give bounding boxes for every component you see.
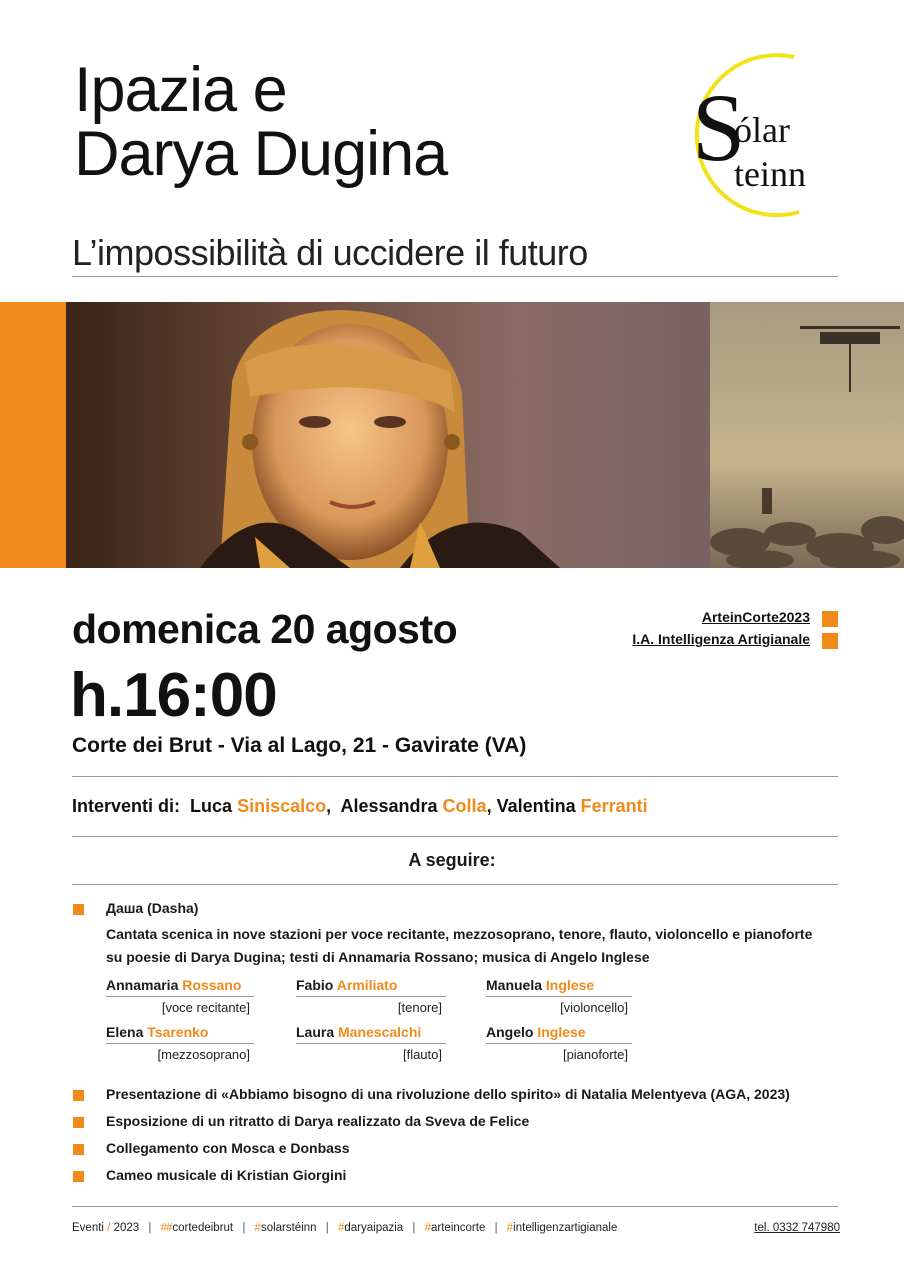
hashtag-link[interactable]: #intelligenzartigianale — [506, 1222, 618, 1234]
logo-line-1: ólar — [734, 110, 790, 150]
cast-first-name: Annamaria — [106, 977, 179, 993]
page-title — [74, 55, 448, 189]
work-title: Даша (Dasha) — [106, 900, 199, 916]
cast-first-name: Angelo — [486, 1024, 534, 1040]
speakers-label: Interventi di: — [72, 796, 181, 816]
tag-square-icon — [822, 633, 838, 649]
hashtag-link[interactable]: #solarstéinn — [254, 1222, 317, 1234]
event-date: domenica 20 agosto — [72, 606, 458, 652]
following-heading: A seguire: — [408, 850, 496, 870]
cast-last-name: Manescalchi — [338, 1024, 422, 1040]
program-item: Esposizione di un ritratto di Darya realizzato da Sveva de Felice — [106, 1113, 530, 1129]
cast-role: [flauto] — [402, 1047, 442, 1062]
footer: Eventi / 2023 | ##cortedeibrut | #solarstéinn | #daryaipazia | #arteincorte | #intelligenzartigianale — [72, 1222, 618, 1234]
cast-member — [106, 1024, 254, 1062]
banner-image — [0, 302, 904, 568]
cast-role: [pianoforte] — [562, 1047, 628, 1062]
bullet-square-icon — [73, 1171, 84, 1182]
cast-last-name: Tsarenko — [147, 1024, 209, 1040]
cast-member — [106, 977, 254, 1015]
divider — [72, 884, 838, 885]
footer-eventi: Eventi — [72, 1222, 104, 1234]
solar-steinn-logo — [664, 52, 904, 222]
cast-first-name: Fabio — [296, 977, 334, 993]
work-description-line: Cantata scenica in nove stazioni per voce recitante, mezzosoprano, tenore, flauto, violoncello e pianoforte — [106, 926, 813, 942]
cast-first-name: Laura — [296, 1024, 335, 1040]
hashtag-link[interactable]: #cortedeibrut — [165, 1222, 234, 1234]
bullet-square-icon — [73, 1117, 84, 1128]
speaker-last-name: Ferranti — [580, 796, 648, 816]
cast-member — [486, 977, 632, 1015]
divider — [72, 776, 838, 777]
speaker-last-name: Siniscalco — [237, 796, 327, 816]
speaker-first-name: Alessandra — [340, 796, 438, 816]
cast-role: [voce recitante] — [161, 1000, 250, 1015]
hashtag-link[interactable]: #arteincorte — [424, 1222, 486, 1234]
cast-last-name: Armiliato — [336, 977, 398, 993]
subtitle: L’impossibilità di uccidere il futuro — [72, 232, 588, 273]
program-item: Cameo musicale di Kristian Giorgini — [106, 1167, 347, 1183]
speaker-separator: , — [326, 796, 332, 816]
cast-role: [mezzosoprano] — [157, 1047, 250, 1062]
hashtag-link[interactable]: #daryaipazia — [337, 1222, 404, 1234]
title-line-2: Darya Dugina — [74, 119, 448, 189]
title-line-1: Ipazia e — [74, 55, 287, 125]
cast-member — [296, 1024, 446, 1062]
cast-last-name: Inglese — [545, 977, 595, 993]
divider — [72, 836, 838, 837]
footer-year: 2023 — [113, 1222, 140, 1234]
tag-square-icon — [822, 611, 838, 627]
event-venue: Corte dei Brut - Via al Lago, 21 - Gavirate (VA) — [72, 734, 527, 757]
program-item: Presentazione di «Abbiamo bisogno di una rivoluzione dello spirito» di Natalia Melentyeva (AGA, 2023) — [106, 1086, 790, 1102]
cast-member — [486, 1024, 632, 1062]
cast-role: [tenore] — [397, 1000, 442, 1015]
speaker-separator: , — [486, 796, 492, 816]
tag-arteincorte[interactable]: ArteinCorte2023 — [701, 609, 810, 625]
program-item: Collegamento con Mosca e Donbass — [106, 1140, 350, 1156]
tag-intelligenza-artigianale[interactable]: I.A. Intelligenza Artigianale — [632, 631, 810, 647]
work-description — [106, 923, 812, 969]
logo-line-2: teinn — [734, 154, 806, 194]
cast-last-name: Inglese — [537, 1024, 586, 1040]
divider — [72, 1206, 838, 1207]
work-description-line: su poesie di Darya Dugina; testi di Annamaria Rossano; musica di Angelo Inglese — [106, 949, 650, 965]
event-time: h.16:00 — [70, 661, 277, 730]
cast-first-name: Elena — [106, 1024, 144, 1040]
subtitle-divider — [72, 276, 838, 277]
speaker-first-name: Valentina — [496, 796, 576, 816]
cast-role: [violoncello] — [560, 1000, 628, 1015]
speaker-first-name: Luca — [190, 796, 233, 816]
bullet-square-icon — [73, 1090, 84, 1101]
footer-phone[interactable]: tel. 0332 747980 — [754, 1222, 840, 1234]
logo-monogram: S — [692, 74, 746, 181]
cast-last-name: Rossano — [182, 977, 242, 993]
cast-member — [296, 977, 446, 1015]
orange-band — [0, 302, 66, 568]
speakers-line — [72, 796, 648, 817]
cast-first-name: Manuela — [486, 977, 543, 993]
speaker-last-name: Colla — [442, 796, 487, 816]
bullet-square-icon — [73, 904, 84, 915]
bullet-square-icon — [73, 1144, 84, 1155]
